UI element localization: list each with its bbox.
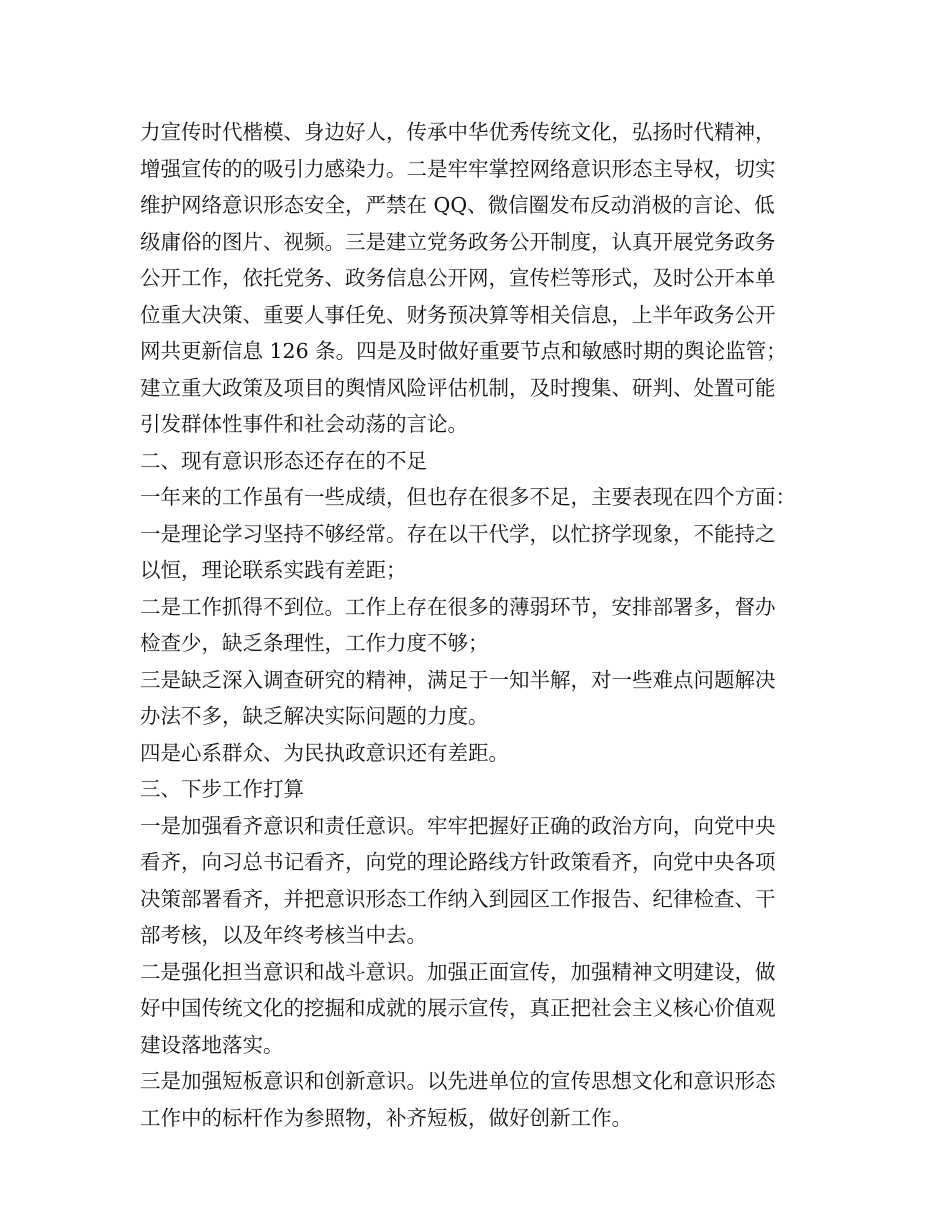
text-line: 工作中的标杆作为参照物，补齐短板，做好创新工作。 [140,1105,632,1130]
text-line: 一是加强看齐意识和责任意识。牢牢把握好正确的政治方向，向党中央 [140,813,776,838]
text-line: 检查少，缺乏条理性，工作力度不够； [140,631,489,655]
text-line: 三是缺乏深入调查研究的精神，满足于一知半解，对一些难点问题解决 [140,667,776,692]
text-line: 级庸俗的图片、视频。三是建立党务政务公开制度，认真开展党务政务 [140,229,776,254]
text-line: 增强宣传的的吸引力感染力。二是牢牢掌控网络意识形态主导权，切实 [140,156,776,181]
text-line: 引发群体性事件和社会动荡的言论。 [140,412,468,436]
text-line: 网共更新信息 126 条。四是及时做好重要节点和敏感时期的舆论监管； [140,339,787,363]
text-line: 公开工作，依托党务、政务信息公开网，宣传栏等形式，及时公开本单 [140,266,776,290]
text-line: 部考核，以及年终考核当中去。 [140,923,427,947]
text-line: 建立重大政策及项目的舆情风险评估机制，及时搜集、研判、处置可能 [140,375,776,400]
text-line: 维护网络意识形态安全，严禁在 QQ、微信圈发布反动消极的言论、低 [140,193,775,217]
text-line: 三是加强短板意识和创新意识。以先进单位的宣传思想文化和意识形态 [140,1069,776,1093]
section-heading-3: 三、下步工作打算 [140,777,304,801]
document-body [140,114,830,1136]
text-line: 看齐，向习总书记看齐，向党的理论路线方针政策看齐，向党中央各项 [140,850,776,874]
text-line: 位重大决策、重要人事任免、财务预决算等相关信息，上半年政务公开 [140,302,776,327]
text-line: 一年来的工作虽有一些成绩，但也存在很多不足，主要表现在四个方面： [140,485,796,509]
text-line: 四是心系群众、为民执政意识还有差距。 [140,740,509,765]
text-line: 力宣传时代楷模、身边好人，传承中华优秀传统文化，弘扬时代精神， [140,120,776,144]
text-line: 以恒，理论联系实践有差距； [140,558,407,582]
text-line: 决策部署看齐，并把意识形态工作纳入到园区工作报告、纪律检查、干 [140,886,776,911]
text-line: 一是理论学习坚持不够经常。存在以干代学，以忙挤学现象，不能持之 [140,521,776,546]
text-line: 好中国传统文化的挖掘和成就的展示宣传，真正把社会主义核心价值观 [140,996,776,1020]
section-heading-2: 二、现有意识形态还存在的不足 [140,448,427,473]
text-line: 二是工作抓得不到位。工作上存在很多的薄弱环节，安排部署多，督办 [140,594,776,619]
text-line: 建设落地落实。 [140,1032,284,1057]
text-line: 二是强化担当意识和战斗意识。加强正面宣传，加强精神文明建设，做 [140,959,776,984]
text-line: 办法不多，缺乏解决实际问题的力度。 [140,704,489,728]
